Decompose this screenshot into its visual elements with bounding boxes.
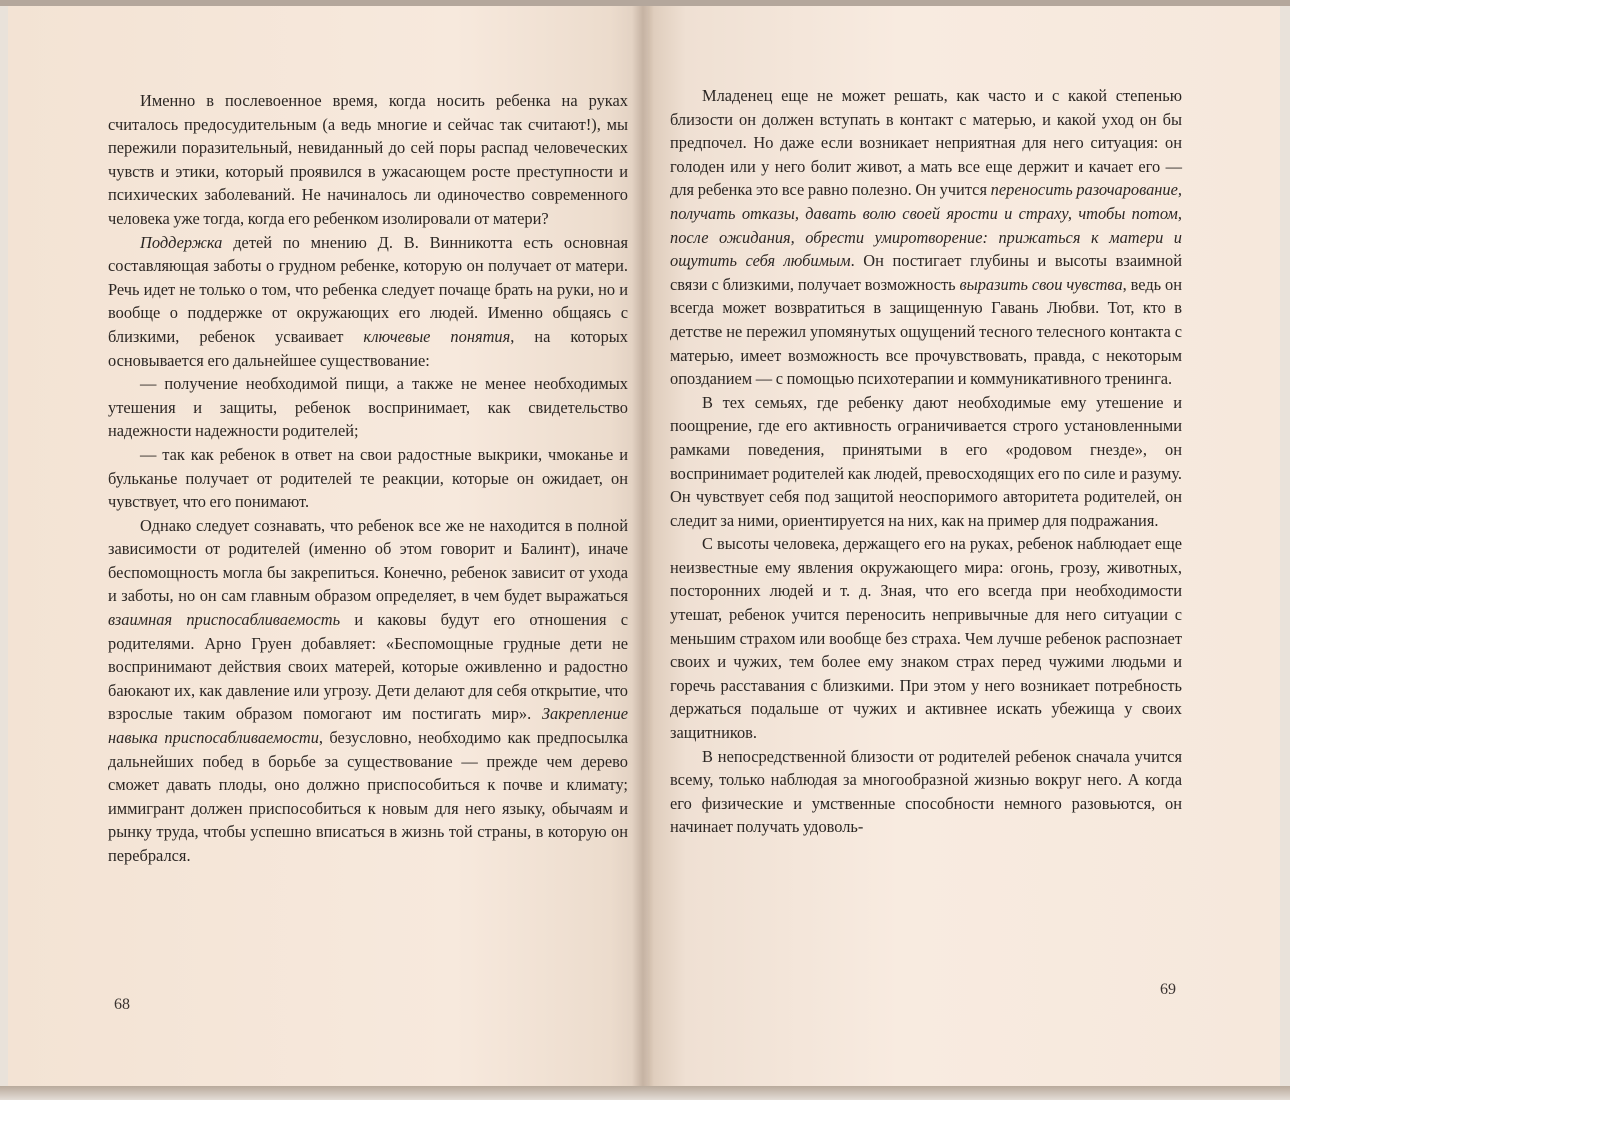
left-page [8, 6, 648, 1088]
scan-bottom-shadow [0, 1086, 1290, 1100]
paragraph-text: , безусловно, необходимо как предпосылка дальнейших побед в борьбе за существование — прежде чем дерево сможет давать плоды, оно должно приспособиться к почве и климату; иммигрант должен приспособиться к новым для него языку, обычаям и рынку труда, чтобы успешно вписаться в жизнь той страны, в которую он перебрался. [108, 728, 628, 865]
paragraph-text: и каковы будут его отношения с родителями. Арно Груен добавляет: «Беспомощные грудные дети не воспринимают действия своих матерей, которые оживленно и радостно баюкают их, как давление или угрозу. Дети делают для себя открытие, что взрослые таким образом помогают им постигать мир». [108, 610, 629, 724]
right-page-text [670, 84, 1182, 839]
right-page [648, 6, 1280, 1088]
paragraph-text: С высоты человека, держащего его на руках, ребенок наблюдает еще неизвестные ему явления окружающего мира: огонь, грозу, животных, посторонних людей и т. д. Зная, что его всегда при необходимости утешат, ребенок учится переносить непривычные для него ситуации с меньшим страхом или вообще без страха. Чем лучше ребенок распознает своих и чужих, тем более ему знаком страх перед чужими людьми и горечь расставания с близкими. При этом у него возникает потребность держаться подальше от чужих и активнее искать убежища у своих защитников. [670, 534, 1182, 743]
paragraph-text: Именно в послевоенное время, когда носить ребенка на руках считалось предосудительным (а ведь многие и сейчас так считают!), мы пережили поразительный, невиданный до сей поры распад человеческих чувств и этики, который проявился в ужасающем росте преступности и психических заболеваний. Не начиналось ли одиночество современного человека уже тогда, когда его ребенком изолировали от матери? [108, 91, 628, 228]
paragraph [670, 391, 1182, 533]
paragraph [108, 372, 628, 443]
left-page-number: 68 [114, 996, 130, 1013]
left-page-text [108, 89, 628, 868]
paragraph-text: — так как ребенок в ответ на свои радостные выкрики, чмоканье и бульканье получает от родителей те реакции, которые он ожидает, он чувствует, что его понимают. [108, 444, 628, 512]
paragraph-text: , на которых основывается его дальнейшее существование: [108, 326, 629, 370]
paragraph [108, 89, 628, 231]
italic-phrase: взаимная приспосабливаемость [108, 610, 341, 630]
italic-phrase: ключевые понятия [363, 326, 511, 346]
italic-phrase: выразить свои чувства [959, 274, 1123, 294]
paragraph-text: Однако следует сознавать, что ребенок все же не находится в полной зависимости от родителей (именно об этом говорит и Балинт), иначе беспомощность могла бы закрепиться. Конечно, ребенок зависит от ухода и заботы, но он сам главным образом определяет, в чем будет выражаться [108, 515, 628, 606]
paragraph [108, 231, 628, 373]
paragraph-text: Младенец еще не может решать, как часто и с какой степенью близости он должен вступать в контакт с матерью, и какой уход он бы предпочел. Но даже если возникает неприятная для него ситуация: он голоден или у него болит живот, а мать все еще держит и качает его — для ребенка это все равно полезно. Он учится [670, 86, 1182, 200]
paragraph-text: В непосредственной близости от родителей ребенок сначала учится всему, только наблюдая за многообразной жизнью вокруг него. А когда его физические и умственные способности немного разовьются, он начинает получать удоволь- [670, 746, 1182, 837]
paragraph [670, 532, 1182, 744]
paragraph [670, 84, 1182, 391]
book-spine-shadow [632, 6, 654, 1088]
paragraph [108, 443, 628, 514]
paragraph-text: В тех семьях, где ребенку дают необходимые ему утешение и поощрение, где его активность ограничивается строго установленными рамками поведения, принятыми в его «родовом гнезде», он воспринимает родителей как людей, превосходящих его по силе и разуму. Он чувствует себя под защитой неоспоримого авторитета родителей, он следит за ними, ориентируется на них, как на пример для подражания. [670, 392, 1182, 530]
paragraph-text: детей по мнению Д. В. Винникотта есть основная составляющая заботы о грудном ребенке, которую он получает от матери. Речь идет не только о том, что ребенка следует почаще брать на руки, но и вообще о поддержке от окружающих его людей. Именно общаясь с близкими, ребенок усваивает [108, 232, 628, 346]
paragraph [670, 745, 1182, 839]
paragraph-text: . Он постигает глубины и высоты взаимной связи с близкими, получает возможность [670, 251, 1182, 294]
italic-phrase: Поддержка [140, 232, 223, 252]
right-page-number: 69 [1160, 981, 1176, 998]
paragraph-text: — получение необходимой пищи, а также не менее необходимых утешения и защиты, ребенок воспринимает, как свидетельство надежности надежности родителей; [108, 374, 628, 441]
italic-phrase: переносить разочарование, получать отказы, давать волю своей ярости и страху, чтобы потом, после ожидания, обрести умиротворение: прижаться к матери и ощутить себя любимым [670, 180, 1182, 271]
italic-phrase: Закрепление навыка приспосабливаемости [108, 704, 628, 748]
paragraph [108, 514, 628, 868]
paragraph-text: , ведь он всегда может возвратиться в защищенную Гавань Любви. Тот, кто в детстве не пережил упомянутых ощущений тесного телесного контакта с матерью, имеет возможность все прочувствовать, правда, с некоторым опозданием — с помощью психотерапии и коммуникативного тренинга. [670, 274, 1182, 389]
